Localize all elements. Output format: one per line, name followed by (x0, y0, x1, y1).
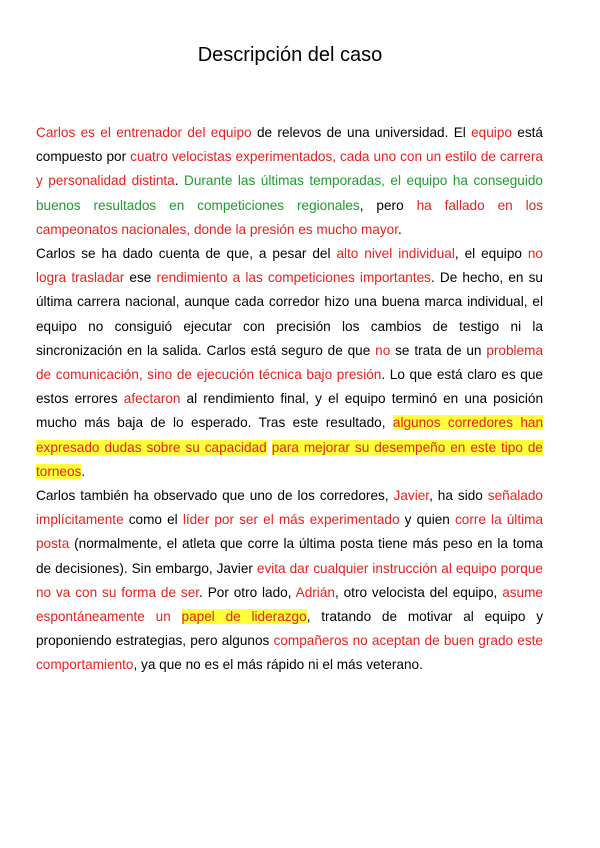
red-text: no logra trasladar (36, 246, 543, 286)
red-text: ha fallado en los campeonatos nacionales, donde la presión es mucho mayor (36, 197, 543, 237)
plain-text: está compuesto por (36, 125, 543, 165)
plain-text: . Lo que está claro es que estos errores (36, 367, 543, 407)
plain-text: , tratando de motivar al equipo y proponiendo estrategias, pero algunos (36, 609, 543, 649)
green-text: Durante las últimas temporadas, el equipo ha conseguido buenos resultados en competiciones regionales (36, 173, 543, 213)
highlighted-red-text: algunos corredores han expresado dudas sobre su capacidad (36, 415, 544, 455)
red-text: señalado implícitamente (36, 488, 543, 528)
plain-text: ese (124, 270, 157, 286)
plain-text: , otro velocista del equipo, (334, 584, 503, 600)
plain-text: de relevos de una universidad. El (251, 125, 472, 140)
plain-text: , ya que no es el más rápido ni el más veterano. (133, 657, 423, 673)
plain-text: al rendimiento final, y el equipo terminó en una posición mucho más baja de lo esperado. Tras este resultado, (36, 391, 544, 431)
highlighted-red-text: para mejorar su desempeño en este tipo de torneos (36, 439, 543, 479)
red-text: no (375, 342, 391, 358)
plain-text: Carlos también ha observado que uno de los corredores, (36, 488, 394, 504)
document-body (36, 121, 543, 678)
plain-text: . (397, 221, 402, 237)
document-title: Descripción del caso (197, 44, 383, 66)
plain-text: . (81, 463, 86, 479)
red-text: Adrián (295, 584, 335, 600)
plain-text: , ha sido (429, 488, 488, 504)
red-text: Carlos es el entrenador del equipo (36, 125, 252, 140)
red-text: cuatro velocistas experimentados, cada uno con un estilo de carrera y personalidad distinta (36, 149, 543, 189)
red-text: asume espontáneamente un (36, 584, 543, 625)
paragraph-2 (36, 242, 543, 484)
red-text: equipo (471, 125, 512, 140)
plain-text: . Por otro lado, (199, 584, 296, 600)
plain-text: y quien (399, 512, 455, 528)
plain-text: . (174, 173, 185, 189)
red-text: compañeros no aceptan de buen grado este comportamiento (36, 633, 543, 673)
red-text: líder por ser el más experimentado (182, 512, 400, 528)
plain-text: como el (123, 512, 183, 528)
plain-text: Carlos se ha dado cuenta de que, a pesar del (36, 246, 337, 262)
red-text: alto nivel individual (336, 246, 455, 262)
plain-text: . De hecho, en su última carrera nacional, aunque cada corredor hizo una buena marca individual, el equipo no consiguió ejecutar con precisión los cambios de testigo ni la sincronización en la salida. Carlos está seguro de que (36, 270, 543, 358)
red-text: corre la última posta (36, 512, 544, 552)
plain-text (267, 440, 272, 455)
plain-text: , pero (359, 197, 417, 213)
red-text: afectaron (123, 391, 181, 407)
red-text: rendimiento a las competiciones importantes (156, 270, 431, 286)
red-text: problema de comunicación, sino de ejecución técnica bajo presión (36, 342, 543, 383)
highlighted-red-text: papel de liderazgo (181, 609, 307, 625)
paragraph-1 (36, 121, 543, 242)
red-text: evita dar cualquier instrucción al equipo porque no va con su forma de ser (36, 560, 543, 600)
plain-text: (normalmente, el atleta que corre la última posta tiene más peso en la toma de decisiones). Sin embargo, Javier (36, 536, 543, 576)
plain-text: se trata de un (390, 342, 487, 358)
plain-text: , el equipo (454, 246, 528, 262)
paragraph-3 (36, 484, 543, 678)
red-text: Javier (393, 488, 430, 504)
